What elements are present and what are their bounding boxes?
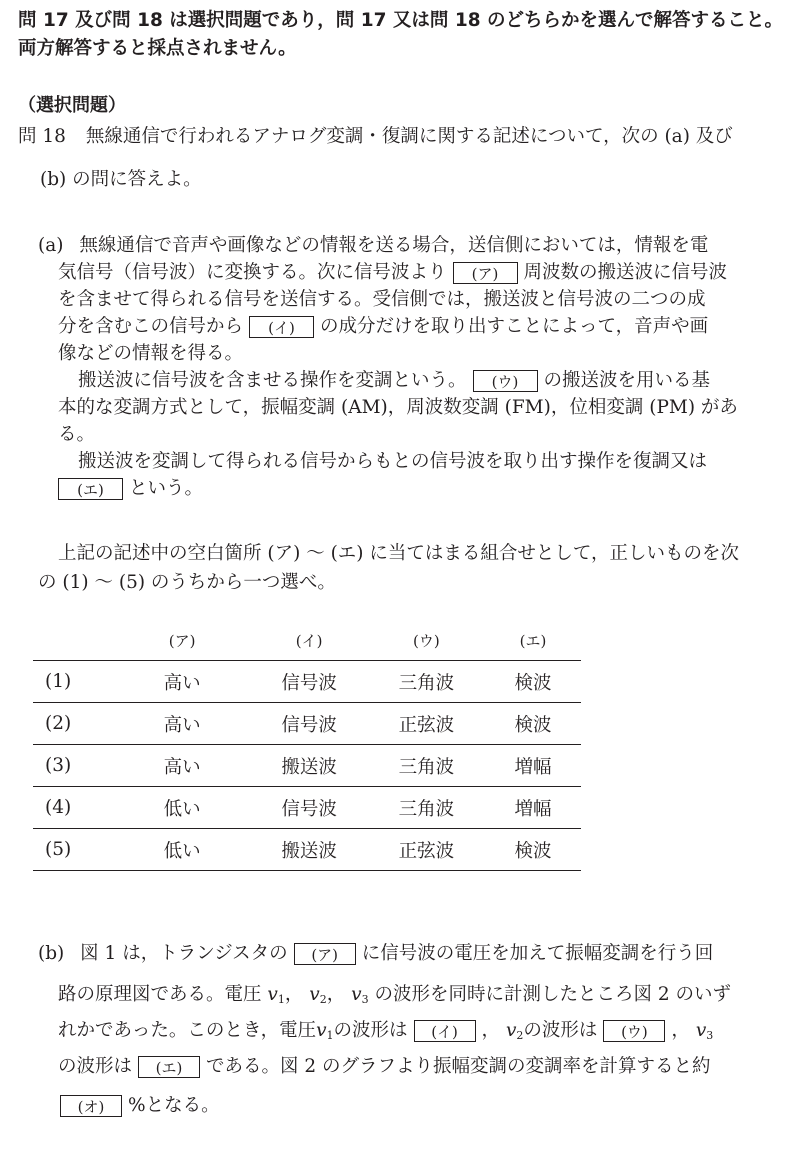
blank-box-u: (ウ) [473,370,538,392]
part-a-text-10b: という。 [129,478,204,499]
cell-i: 搬送波 [281,840,337,862]
table-row[interactable] [33,745,581,787]
choice-table-header [33,620,581,661]
notice-line-2: 両方解答すると採点されません。 [18,38,297,59]
table-row[interactable] [33,829,581,871]
blank-box-b-u: (ウ) [603,1020,665,1042]
cell-u: 三角波 [398,756,455,778]
subscript-3: 3 [706,1029,714,1042]
question-intro-line-1 [18,124,733,150]
part-a-text-6a: 搬送波に信号波を含ませる操作を変調という。 [78,370,467,391]
question-number: 問 18 [18,126,66,147]
section-label: （選択問題） [18,95,126,116]
row-number: (4) [45,797,72,818]
part-a-question-line-1: 上記の記述中の空白箇所 (ア) ～ (エ) に当てはまる組合せとして，正しいものを次 [58,543,740,564]
part-b-line-2 [58,982,731,1013]
blank-box-b-e: (エ) [138,1056,200,1078]
blank-box-e: (エ) [58,478,123,500]
voltage-v2: v [309,984,320,1005]
header-cell-blank [33,620,114,661]
header-cell-u: (ウ) [368,620,485,661]
part-a-text-4a: 分を含むこの信号から [58,316,244,337]
header-cell-e: (エ) [485,620,581,661]
cell-e: 検波 [514,714,552,736]
cell-a: 高い [163,672,201,694]
cell-i: 信号波 [281,798,337,820]
part-a-text-2b: 周波数の搬送波に信号波 [523,262,728,283]
part-a-line-9: 搬送波を変調して得られる信号からもとの信号波を取り出す操作を復調又は [78,451,708,472]
table-row[interactable] [33,661,581,703]
part-b-label: (b) [38,943,65,964]
header-cell-a: (ア) [114,620,251,661]
cell-e: 検波 [514,672,552,694]
question-intro-line-2: (b) の問に答えよ。 [40,169,202,190]
header-cell-i: (イ) [250,620,367,661]
part-a-line-7: 本的な変調方式として，振幅変調 (AM)，周波数変調 (FM)，位相変調 (PM) があ [58,397,738,418]
comma: ， [326,984,346,1005]
part-a-question-line-2: の (1) ～ (5) のうちから一つ選べ。 [38,572,336,593]
part-a-line-8: る。 [58,424,96,445]
part-a-line-6 [78,368,710,394]
cell-e: 増幅 [514,798,552,820]
subscript-2: 2 [319,993,327,1006]
comma: ， [284,984,304,1005]
cell-e: 増幅 [514,756,552,778]
cell-a: 高い [163,756,201,778]
part-b-text-1a: 図 1 は，トランジスタの [80,943,288,964]
subscript-1: 1 [326,1029,334,1042]
part-a-line-4 [58,314,708,340]
blank-box-b-i: (イ) [414,1020,476,1042]
part-b-text-3d: の波形は [523,1020,598,1041]
cell-a: 高い [163,714,201,736]
cell-u: 三角波 [398,672,455,694]
part-b-line-5 [60,1093,220,1119]
part-b-text-5b: %となる。 [128,1095,220,1116]
subscript-2: 2 [516,1029,524,1042]
cell-u: 正弦波 [398,840,455,862]
part-b-line-3 [58,1018,713,1049]
part-a-line-1 [38,233,708,259]
row-number: (3) [45,755,72,776]
row-number: (5) [45,839,72,860]
cell-u: 三角波 [398,798,455,820]
part-a-line-3: を含ませて得られる信号を送信する。受信側では，搬送波と信号波の二つの成 [58,289,706,310]
subscript-3: 3 [361,993,369,1006]
table-row[interactable] [33,703,581,745]
subscript-1: 1 [277,993,285,1006]
part-a-text-4b: の成分だけを取り出すことによって，音声や画 [320,316,709,337]
cell-a: 低い [163,840,201,862]
row-number: (2) [45,713,72,734]
part-b-text-4a: の波形は [58,1056,133,1077]
question-intro-text: 無線通信で行われるアナログ変調・復調に関する記述について，次の (a) 及び [85,126,733,147]
part-a-line-5: 像などの情報を得る。 [58,343,244,364]
blank-box-b-o: (オ) [60,1095,122,1117]
cell-e: 検波 [514,840,552,862]
part-b-text-4b: である。図 2 のグラフより振幅変調の変調率を計算すると約 [206,1056,711,1077]
part-b-text-2b: の波形を同時に計測したところ図 2 のいず [374,984,732,1005]
part-a-text-1: 無線通信で音声や画像などの情報を送る場合，送信側においては，情報を電 [79,235,709,256]
blank-box-i: (イ) [249,316,314,338]
part-b-text-3c: ， [481,1020,501,1041]
part-b-text-3e: ， [671,1020,690,1041]
part-b-text-3b: の波形は [333,1020,408,1041]
part-a-label: (a) [38,235,64,256]
voltage-v3: v [351,984,362,1005]
voltage-v3: v [695,1020,707,1041]
part-a-line-2 [58,260,727,286]
cell-i: 信号波 [281,714,337,736]
cell-i: 信号波 [281,672,337,694]
blank-box-b-a: (ア) [294,943,356,965]
part-a-text-2a: 気信号（信号波）に変換する。次に信号波より [58,262,447,283]
cell-a: 低い [163,798,201,820]
voltage-v2: v [505,1020,517,1041]
cell-u: 正弦波 [398,714,455,736]
part-b-text-3a: れかであった。このとき，電圧 [58,1020,317,1041]
part-b-text-1b: に信号波の電圧を加えて振幅変調を行う回 [361,943,714,964]
notice-line-1: 問 17 及び問 18 は選択問題であり，問 17 又は問 18 のどちらかを選んで解答すること。 [18,10,784,31]
part-b-line-4 [58,1054,711,1080]
row-number: (1) [45,671,72,692]
part-b-line-1 [38,941,713,967]
blank-box-a: (ア) [453,262,518,284]
cell-i: 搬送波 [281,756,337,778]
choice-table [33,620,581,871]
part-b-text-2a: 路の原理図である。電圧 [58,984,262,1005]
part-a-line-10 [52,476,203,502]
voltage-v1: v [316,1020,327,1041]
table-row[interactable] [33,787,581,829]
part-a-text-6b: の搬送波を用いる基 [543,370,711,391]
voltage-v1: v [267,984,278,1005]
